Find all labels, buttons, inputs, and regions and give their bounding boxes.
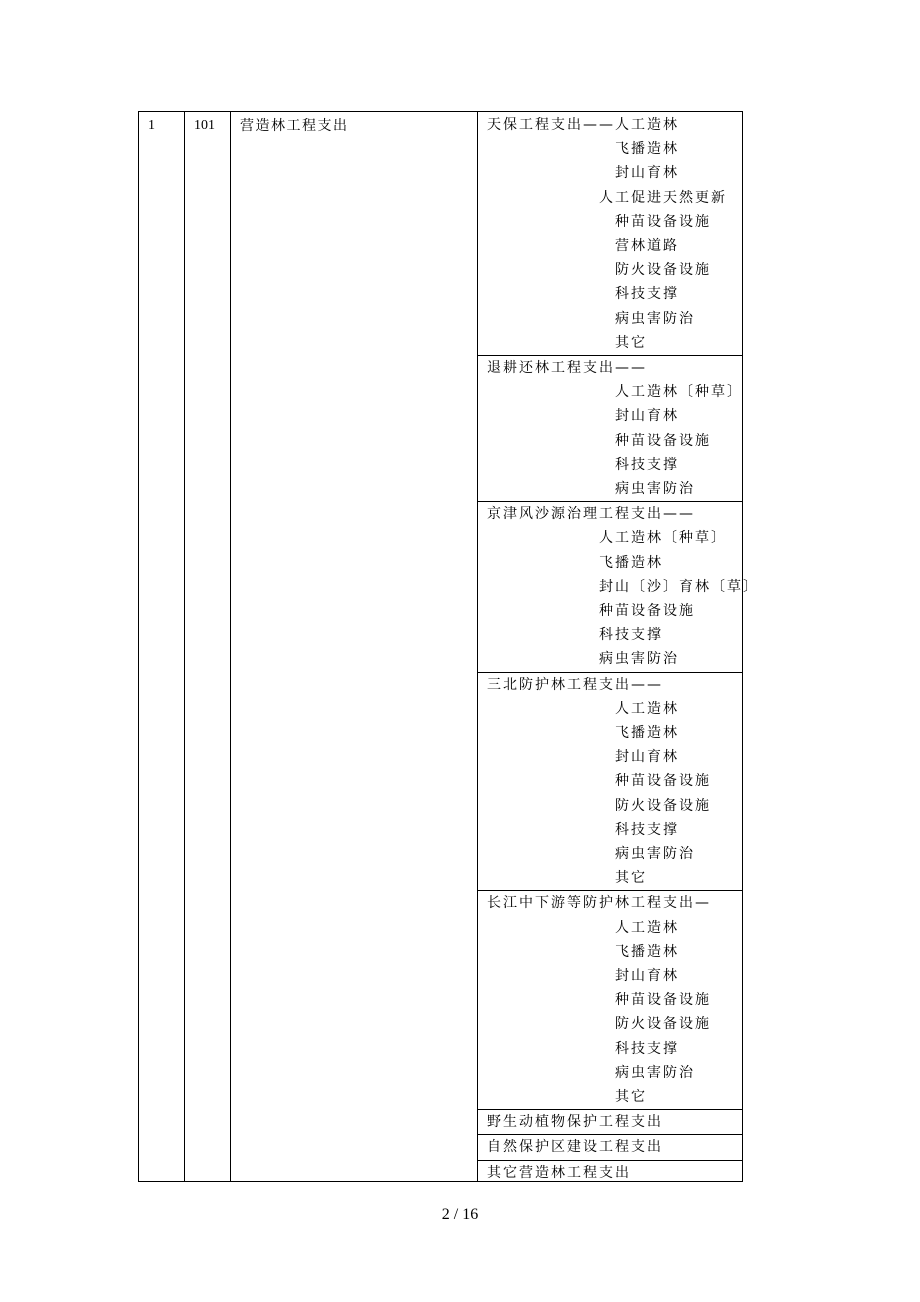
group-item: 封山育林 [615,968,679,984]
group-item: 其它 [615,334,647,351]
page-number: 2 / 16 [441,1206,479,1223]
group-item: 种苗设备设施 [615,213,711,230]
group-item: 病虫害防治 [599,651,679,668]
row-divider [477,1160,742,1161]
group-item: 飞播造林 [599,554,663,571]
group-item: 营林道路 [615,238,679,254]
group-heading: 京津风沙源治理工程支出—— [487,506,695,523]
group-item: 人工造林 [615,700,679,717]
group-heading: 长江中下游等防护林工程支出— [487,895,711,912]
column-divider [477,112,478,1181]
column-divider [230,112,231,1181]
group-item: 种苗设备设施 [599,603,695,619]
group-item: 飞播造林 [615,141,679,158]
group-item: 科技支撑 [615,456,679,473]
row-divider [477,1134,742,1135]
group-item: 封山〔沙〕育林〔草〕 [599,578,759,595]
group-item: 其它 [615,1089,647,1105]
row-divider [477,501,742,502]
group-item: 飞播造林 [615,943,679,960]
group-item: 科技支撑 [599,627,663,644]
group-item: 病虫害防治 [615,481,695,497]
group-item: 病虫害防治 [615,846,695,862]
group-heading: 其它营造林工程支出 [487,1164,631,1181]
group-item: 病虫害防治 [615,1064,695,1081]
group-heading: 自然保护区建设工程支出 [487,1139,663,1156]
group-item: 防火设备设施 [615,797,711,814]
group-item: 防火设备设施 [615,262,711,279]
group-item: 种苗设备设施 [615,773,711,790]
group-item: 人工造林 [615,919,679,936]
group-item: 飞播造林 [615,725,679,741]
group-item: 病虫害防治 [615,310,695,327]
row-number: 1 [148,118,155,133]
group-item: 人工造林〔种草〕 [615,384,743,401]
group-heading: 野生动植物保护工程支出 [487,1114,663,1131]
row-divider [477,1109,742,1110]
expenditure-table [138,111,759,1182]
row-divider [477,672,742,673]
item-code: 101 [194,118,215,133]
row-divider [477,355,742,356]
group-heading: 三北防护林工程支出—— [487,676,663,693]
group-item: 人工促进天然更新 [599,189,727,206]
item-name: 营造林工程支出 [240,118,349,134]
group-item: 科技支撑 [615,821,679,838]
group-heading: 退耕还林工程支出—— [487,360,647,376]
column-divider [184,112,185,1181]
group-heading: 天保工程支出——人工造林 [487,117,679,133]
group-item: 科技支撑 [615,286,679,303]
group-item: 防火设备设施 [615,1016,711,1033]
group-item: 其它 [615,870,647,887]
group-item: 人工造林〔种草〕 [599,530,727,547]
group-item: 封山育林 [615,408,679,425]
group-item: 封山育林 [615,749,679,766]
group-item: 种苗设备设施 [615,432,711,449]
group-item: 科技支撑 [615,1040,679,1057]
row-divider [477,890,742,891]
group-item: 封山育林 [615,165,679,182]
group-item: 种苗设备设施 [615,992,711,1009]
